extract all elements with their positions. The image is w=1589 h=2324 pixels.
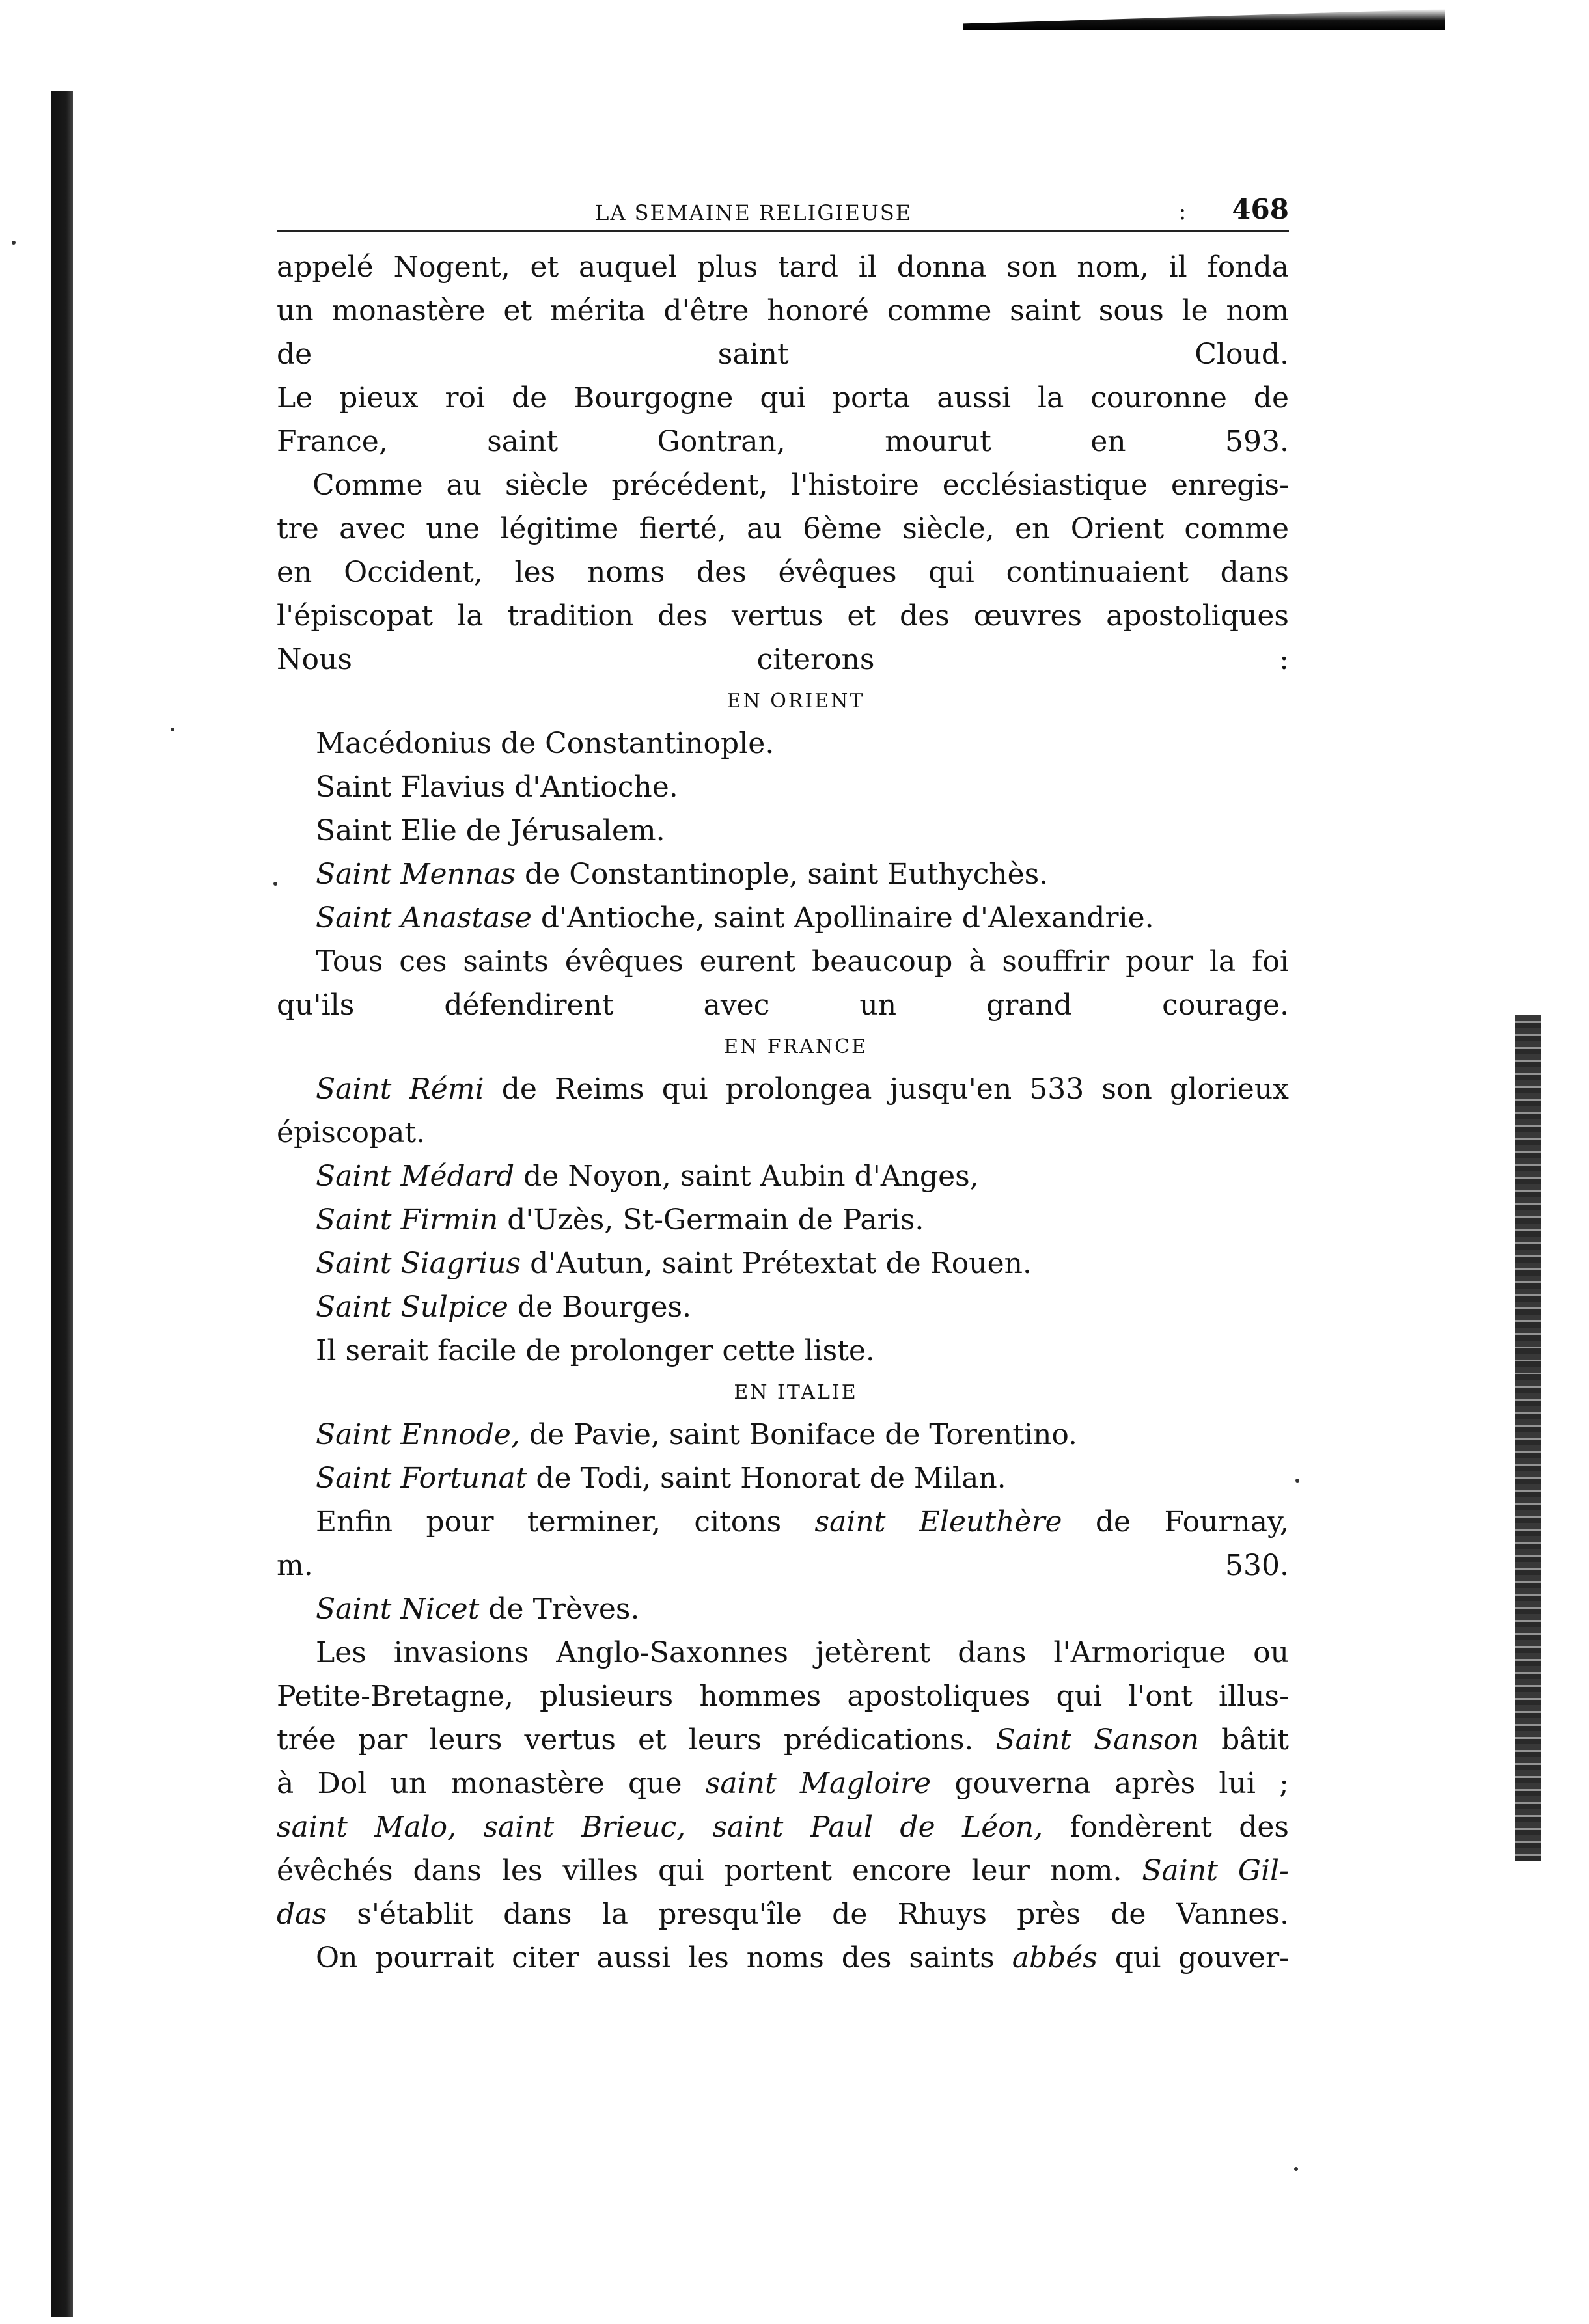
text-line: l'épiscopat la tradition des vertus et des œuvres apostoliques <box>277 599 1289 633</box>
list-item-text: de Pavie, saint Boniface de Torentino. <box>519 1418 1078 1451</box>
list-item-text: de Bourges. <box>508 1291 692 1324</box>
text-line: Comme au siècle précédent, l'histoire ecclésiastique enregis- <box>312 469 1289 502</box>
list-item <box>316 853 1289 896</box>
saint-name: das <box>277 1898 327 1931</box>
text-span: évêchés dans les villes qui portent encore leur nom. <box>277 1854 1142 1887</box>
text-line: de saint Cloud. <box>277 338 1289 371</box>
text-line: épiscopat. <box>277 1116 426 1149</box>
orient-list <box>277 722 1289 940</box>
scan-edge-top <box>963 9 1445 30</box>
list-item-text: de Noyon, saint Aubin d'Anges, <box>514 1160 979 1193</box>
scan-edge-right <box>1515 1015 1541 1861</box>
list-item-text: d'Autun, saint Prétextat de Rouen. <box>521 1247 1032 1280</box>
text-line <box>277 1936 1289 1980</box>
list-item: Saint Elie de Jérusalem. <box>316 814 665 847</box>
text-line <box>277 1762 1289 1805</box>
emphasis: abbés <box>1012 1941 1098 1975</box>
text-span: bâtit <box>1199 1723 1289 1757</box>
saint-name: Saint Nicet <box>316 1593 480 1626</box>
text-line: Nous citerons : <box>277 643 1289 676</box>
scan-speck <box>12 241 16 245</box>
list-item <box>316 1285 1289 1329</box>
scan-speck <box>171 728 174 731</box>
saint-name: Saint Sulpice <box>316 1291 508 1324</box>
list-item <box>277 1067 1289 1111</box>
text-line <box>277 1718 1289 1762</box>
text-span: s'établit dans la presqu'île de Rhuys près de Vannes. <box>326 1898 1289 1931</box>
text-line: Les invasions Anglo-Saxonnes jetèrent dans l'Armorique ou <box>316 1636 1289 1669</box>
saint-name: Saint Anastase <box>316 901 532 935</box>
text-span: à Dol un monastère que <box>277 1767 706 1800</box>
saint-name: Saint Ennode, <box>316 1418 520 1451</box>
list-item-text: de Constantinople, saint Euthychès. <box>516 858 1049 891</box>
saint-name: saint Eleuthère <box>814 1505 1062 1538</box>
text-line: m. 530. <box>277 1549 1289 1582</box>
text-span: trée par leurs vertus et leurs prédications. <box>277 1723 996 1757</box>
list-item-text: de Todi, saint Honorat de Milan. <box>527 1462 1006 1495</box>
text-line <box>277 1500 1289 1544</box>
saint-name: Saint Rémi <box>316 1073 484 1106</box>
saint-name: Saint Sanson <box>995 1723 1200 1757</box>
list-item <box>316 1242 1289 1285</box>
text-line <box>277 1893 1289 1936</box>
closing-paragraph <box>277 1631 1289 1980</box>
text-line: France, saint Gontran, mourut en 593. <box>277 425 1289 458</box>
text-line: Petite-Bretagne, plusieurs hommes apostoliques qui l'ont illus- <box>277 1680 1289 1713</box>
saint-name: Saint Gil- <box>1142 1854 1289 1887</box>
list-item-text: d'Antioche, saint Apollinaire d'Alexandrie. <box>531 901 1154 935</box>
list-item <box>316 1456 1289 1500</box>
text-line: Tous ces saints évêques eurent beaucoup à souffrir pour la foi <box>316 945 1289 978</box>
list-item <box>316 1155 1289 1198</box>
text-line: qu'ils défendirent avec un grand courage. <box>277 989 1289 1022</box>
text-span: fondèrent des <box>1043 1811 1289 1844</box>
saint-name: Saint Fortunat <box>316 1462 527 1495</box>
paragraph-2 <box>277 376 1289 463</box>
france-list <box>277 1155 1289 1373</box>
paragraph-3 <box>277 463 1289 681</box>
list-item: Il serait facile de prolonger cette liste. <box>316 1334 875 1367</box>
saint-name: Saint Médard <box>316 1160 515 1193</box>
page-number: 468 <box>1232 193 1289 225</box>
scan-speck <box>1295 1479 1299 1483</box>
text-line: appelé Nogent, et auquel plus tard il donna son nom, il fonda <box>277 251 1289 284</box>
text-line: en Occident, les noms des évêques qui continuaient dans <box>277 556 1289 589</box>
text-line <box>277 1805 1289 1849</box>
list-item-text: de Trèves. <box>479 1593 640 1626</box>
saint-name: saint Magloire <box>705 1767 932 1800</box>
text-line: Le pieux roi de Bourgogne qui porta aussi la couronne de <box>277 381 1289 415</box>
scan-speck <box>1294 2167 1298 2171</box>
text-line <box>277 1849 1289 1893</box>
saint-name: Saint Firmin <box>316 1203 499 1237</box>
text-line: tre avec une légitime fierté, au 6ème siècle, en Orient comme <box>277 512 1289 545</box>
italie-list-2 <box>277 1587 1289 1631</box>
list-item <box>316 1587 1289 1631</box>
list-item-text: de Reims qui prolongea jusqu'en 533 son glorieux <box>484 1073 1289 1106</box>
text-span: Enfin pour terminer, citons <box>316 1505 815 1538</box>
list-item-text: d'Uzès, St-Germain de Paris. <box>498 1203 924 1237</box>
section-heading-italie: EN ITALIE <box>734 1381 858 1404</box>
saint-name: Saint Mennas <box>316 858 516 891</box>
list-item: Saint Flavius d'Antioche. <box>316 771 678 804</box>
text-span: gouverna après lui ; <box>931 1767 1289 1800</box>
list-item: Macédonius de Constantinople. <box>316 727 775 760</box>
list-item <box>316 1198 1289 1242</box>
italie-list <box>277 1413 1289 1500</box>
section-heading-france: EN FRANCE <box>724 1035 868 1058</box>
header-mark: : <box>1178 198 1187 225</box>
saint-name: Saint Siagrius <box>316 1247 521 1280</box>
paragraph-1 <box>277 245 1289 376</box>
list-item <box>316 1413 1289 1456</box>
text-span: qui gouver- <box>1097 1941 1289 1975</box>
book-page <box>277 189 1289 1980</box>
scan-edge-left <box>51 91 73 2317</box>
running-header <box>277 189 1289 232</box>
text-span: de Fournay, <box>1062 1505 1289 1538</box>
running-title: LA SEMAINE RELIGIEUSE <box>595 200 913 225</box>
list-item <box>316 896 1289 940</box>
text-line: un monastère et mérita d'être honoré comme saint sous le nom <box>277 294 1289 327</box>
text-span: On pourrait citer aussi les noms des saints <box>316 1941 1012 1975</box>
section-heading-orient: EN ORIENT <box>726 690 865 713</box>
saint-name: saint Malo, saint Brieuc, saint Paul de Léon, <box>277 1811 1043 1844</box>
